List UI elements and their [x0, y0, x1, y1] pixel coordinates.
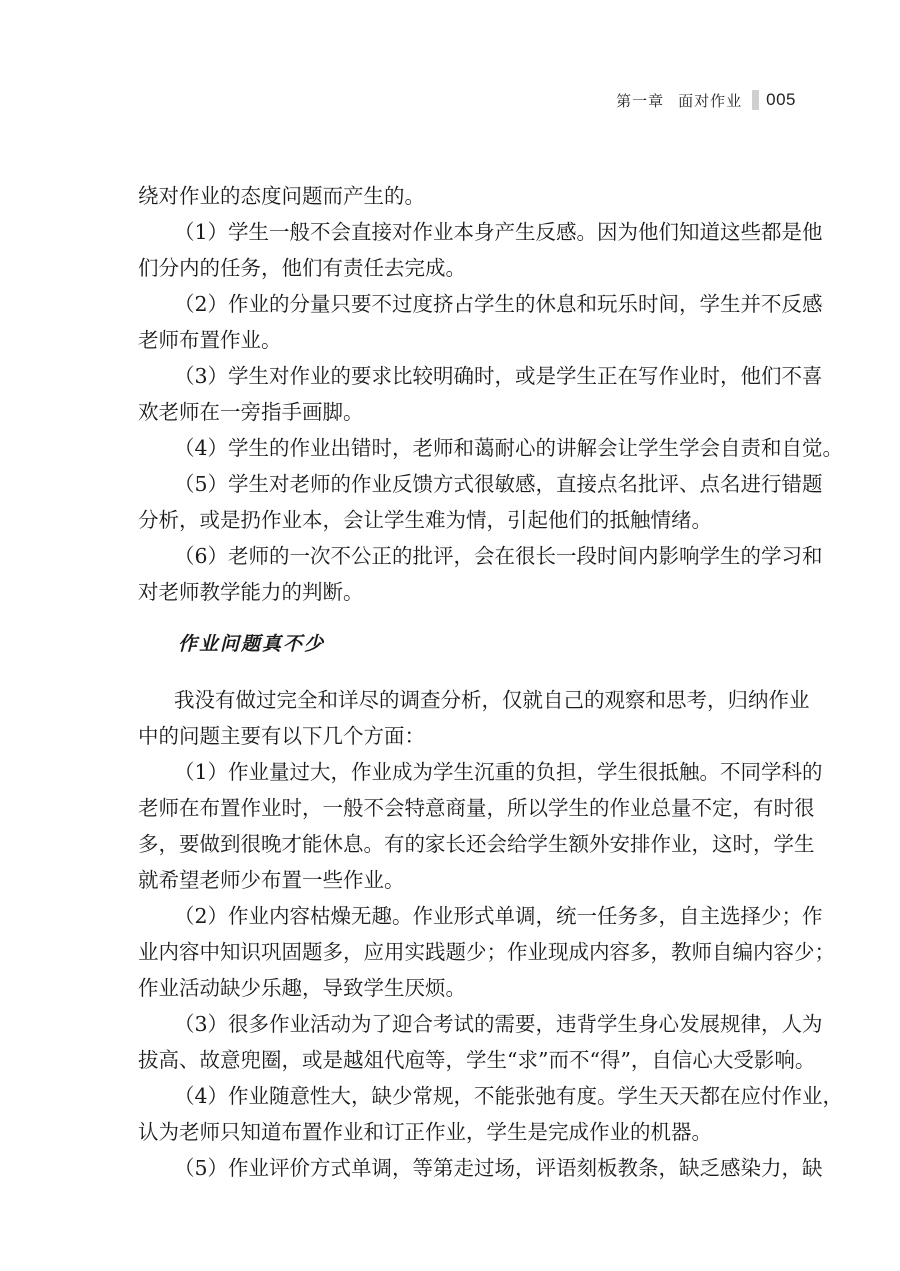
section-heading: 作业问题真不少: [178, 633, 326, 655]
text-line: （3）很多作业活动为了迎合考试的需要，违背学生身心发展规律，人为: [174, 1012, 823, 1036]
text-line: 就希望老师少布置一些作业。: [138, 868, 405, 892]
text-line: （5）学生对老师的作业反馈方式很敏感，直接点名批评、点名进行错题: [174, 472, 823, 496]
text-line: 认为老师只知道布置作业和订正作业，学生是完成作业的机器。: [138, 1120, 712, 1144]
text-line: （4）学生的作业出错时，老师和蔼耐心的讲解会让学生学会自责和自觉。: [174, 436, 844, 460]
text-line: （1）作业量过大，作业成为学生沉重的负担，学生很抵触。不同学科的: [174, 760, 823, 784]
spacer: [138, 610, 772, 626]
running-header: [616, 88, 796, 112]
spacer: [138, 662, 772, 682]
page-number: 005: [766, 90, 796, 109]
text-line: 对老师教学能力的判断。: [138, 580, 364, 604]
text-line: 老师布置作业。: [138, 328, 282, 352]
text-line: （4）作业随意性大，缺少常规，不能张弛有度。学生天天都在应付作业，: [174, 1084, 844, 1108]
text-line: 老师在布置作业时，一般不会特意商量，所以学生的作业总量不定，有时很: [138, 796, 815, 820]
text-line: （2）作业的分量只要不过度挤占学生的休息和玩乐时间，学生并不反感: [174, 292, 823, 316]
text-line: 我没有做过完全和详尽的调查分析，仅就自己的观察和思考，归纳作业: [174, 688, 810, 712]
text-line: （5）作业评价方式单调，等第走过场，评语刻板教条，缺乏感染力，缺: [174, 1156, 823, 1180]
text-line: （6）老师的一次不公正的批评，会在很长一段时间内影响学生的学习和: [174, 544, 823, 568]
text-line: 分析，或是扔作业本，会让学生难为情，引起他们的抵触情绪。: [138, 508, 712, 532]
chapter-label: 第一章: [616, 91, 665, 110]
body-text: [138, 178, 844, 1186]
text-line: （3）学生对作业的要求比较明确时，或是学生正在写作业时，他们不喜: [174, 364, 823, 388]
text-line: （2）作业内容枯燥无趣。作业形式单调，统一任务多，自主选择少；作: [174, 904, 823, 928]
chapter-title: 面对作业: [678, 91, 743, 110]
text-line: 作业活动缺少乐趣，导致学生厌烦。: [138, 976, 466, 1000]
text-line: 拔高、故意兜圈，或是越俎代庖等，学生“求”而不“得”，自信心大受影响。: [138, 1048, 816, 1072]
text-line: 业内容中知识巩固题多，应用实践题少；作业现成内容多，教师自编内容少；: [138, 940, 835, 964]
text-line: 多，要做到很晚才能休息。有的家长还会给学生额外安排作业，这时，学生: [138, 832, 815, 856]
text-line: （1）学生一般不会直接对作业本身产生反感。因为他们知道这些都是他: [174, 220, 823, 244]
text-line: 中的问题主要有以下几个方面：: [138, 724, 425, 748]
text-line: 欢老师在一旁指手画脚。: [138, 400, 364, 424]
text-line: 们分内的任务，他们有责任去完成。: [138, 256, 466, 280]
text-line: 绕对作业的态度问题而产生的。: [138, 184, 425, 208]
header-divider-bar: [752, 90, 759, 110]
